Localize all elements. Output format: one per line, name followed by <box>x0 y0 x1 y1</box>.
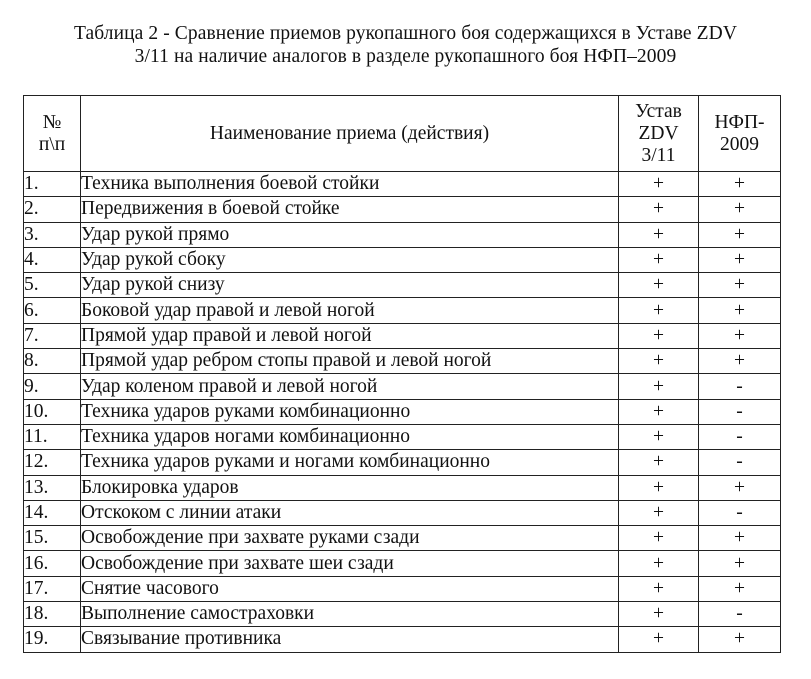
row-nfp-mark: - <box>699 450 781 475</box>
row-name-cell: Снятие часового <box>81 576 619 601</box>
table-row <box>24 450 781 475</box>
row-nfp-mark: + <box>699 197 781 222</box>
row-name-cell: Освобождение при захвате руками сзади <box>81 526 619 551</box>
table-row <box>24 222 781 247</box>
table-row <box>24 197 781 222</box>
row-ustav-mark: + <box>619 374 699 399</box>
table-row <box>24 500 781 525</box>
row-nfp-mark: + <box>699 475 781 500</box>
row-ustav-mark: + <box>619 298 699 323</box>
table-row <box>24 551 781 576</box>
row-number-cell: 12. <box>24 450 81 475</box>
row-number-cell: 2. <box>24 197 81 222</box>
row-number-cell: 4. <box>24 247 81 272</box>
row-name-cell: Удар рукой снизу <box>81 273 619 298</box>
row-number-cell: 5. <box>24 273 81 298</box>
table-row <box>24 273 781 298</box>
row-name-cell: Прямой удар ребром стопы правой и левой ногой <box>81 349 619 374</box>
row-name-cell: Прямой удар правой и левой ногой <box>81 323 619 348</box>
row-nfp-mark: + <box>699 526 781 551</box>
row-nfp-mark: + <box>699 298 781 323</box>
row-nfp-mark: - <box>699 500 781 525</box>
table-row <box>24 526 781 551</box>
row-nfp-mark: + <box>699 273 781 298</box>
row-nfp-mark: + <box>699 247 781 272</box>
row-number-cell: 3. <box>24 222 81 247</box>
row-ustav-mark: + <box>619 222 699 247</box>
table-row <box>24 399 781 424</box>
row-name-cell: Удар коленом правой и левой ногой <box>81 374 619 399</box>
header-ustav-line-2: ZDV <box>638 122 679 144</box>
row-ustav-mark: + <box>619 197 699 222</box>
table-body <box>24 172 781 653</box>
table-row <box>24 323 781 348</box>
row-number-cell: 19. <box>24 627 81 652</box>
row-number-cell: 13. <box>24 475 81 500</box>
row-number-cell: 17. <box>24 576 81 601</box>
row-nfp-mark: - <box>699 374 781 399</box>
row-ustav-mark: + <box>619 172 699 197</box>
row-number-cell: 15. <box>24 526 81 551</box>
row-number-cell: 6. <box>24 298 81 323</box>
row-number-cell: 1. <box>24 172 81 197</box>
row-ustav-mark: + <box>619 424 699 449</box>
row-number-cell: 9. <box>24 374 81 399</box>
row-name-cell: Передвижения в боевой стойке <box>81 197 619 222</box>
row-ustav-mark: + <box>619 526 699 551</box>
row-ustav-mark: + <box>619 349 699 374</box>
row-ustav-mark: + <box>619 551 699 576</box>
table-caption <box>20 22 791 68</box>
row-name-cell: Выполнение самостраховки <box>81 602 619 627</box>
row-nfp-mark: - <box>699 424 781 449</box>
table-row <box>24 576 781 601</box>
header-nfp <box>699 96 781 172</box>
row-number-cell: 10. <box>24 399 81 424</box>
row-name-cell: Техника ударов руками и ногами комбинационно <box>81 450 619 475</box>
row-name-cell: Техника ударов руками комбинационно <box>81 399 619 424</box>
row-nfp-mark: + <box>699 323 781 348</box>
row-name-cell: Удар рукой сбоку <box>81 247 619 272</box>
row-ustav-mark: + <box>619 450 699 475</box>
header-ustav <box>619 96 699 172</box>
table-row <box>24 627 781 652</box>
comparison-table <box>23 95 781 653</box>
row-ustav-mark: + <box>619 475 699 500</box>
header-number-line-1: № <box>42 111 62 133</box>
row-name-cell: Боковой удар правой и левой ногой <box>81 298 619 323</box>
row-number-cell: 18. <box>24 602 81 627</box>
row-nfp-mark: - <box>699 399 781 424</box>
row-number-cell: 14. <box>24 500 81 525</box>
row-number-cell: 7. <box>24 323 81 348</box>
row-nfp-mark: - <box>699 602 781 627</box>
row-ustav-mark: + <box>619 247 699 272</box>
header-number <box>24 96 81 172</box>
table-row <box>24 602 781 627</box>
row-nfp-mark: + <box>699 627 781 652</box>
row-name-cell: Удар рукой прямо <box>81 222 619 247</box>
row-nfp-mark: + <box>699 172 781 197</box>
row-ustav-mark: + <box>619 273 699 298</box>
table-row <box>24 374 781 399</box>
row-ustav-mark: + <box>619 399 699 424</box>
header-nfp-line-2: 2009 <box>720 133 759 155</box>
row-number-cell: 11. <box>24 424 81 449</box>
row-ustav-mark: + <box>619 602 699 627</box>
row-nfp-mark: + <box>699 349 781 374</box>
row-name-cell: Связывание противника <box>81 627 619 652</box>
row-nfp-mark: + <box>699 551 781 576</box>
header-name: Наименование приема (действия) <box>81 96 619 172</box>
row-nfp-mark: + <box>699 576 781 601</box>
table-row <box>24 424 781 449</box>
row-name-cell: Освобождение при захвате шеи сзади <box>81 551 619 576</box>
header-ustav-line-1: Устав <box>635 100 682 122</box>
row-number-cell: 16. <box>24 551 81 576</box>
row-name-cell: Техника ударов ногами комбинационно <box>81 424 619 449</box>
table-row <box>24 247 781 272</box>
row-name-cell: Блокировка ударов <box>81 475 619 500</box>
table-row <box>24 475 781 500</box>
row-ustav-mark: + <box>619 627 699 652</box>
row-ustav-mark: + <box>619 500 699 525</box>
header-nfp-line-1: НФП- <box>714 111 765 133</box>
row-number-cell: 8. <box>24 349 81 374</box>
row-nfp-mark: + <box>699 222 781 247</box>
row-name-cell: Техника выполнения боевой стойки <box>81 172 619 197</box>
header-ustav-line-3: 3/11 <box>641 144 676 166</box>
table-row <box>24 298 781 323</box>
header-row <box>24 96 781 172</box>
table-row <box>24 349 781 374</box>
row-name-cell: Отскоком с линии атаки <box>81 500 619 525</box>
table-row <box>24 172 781 197</box>
caption-line-2: 3/11 на наличие аналогов в разделе рукопашного боя НФП–2009 <box>134 46 677 67</box>
row-ustav-mark: + <box>619 323 699 348</box>
header-number-line-2: п\п <box>38 133 66 155</box>
caption-line-1: Таблица 2 - Сравнение приемов рукопашного боя содержащихся в Уставе ZDV <box>73 23 738 44</box>
row-ustav-mark: + <box>619 576 699 601</box>
